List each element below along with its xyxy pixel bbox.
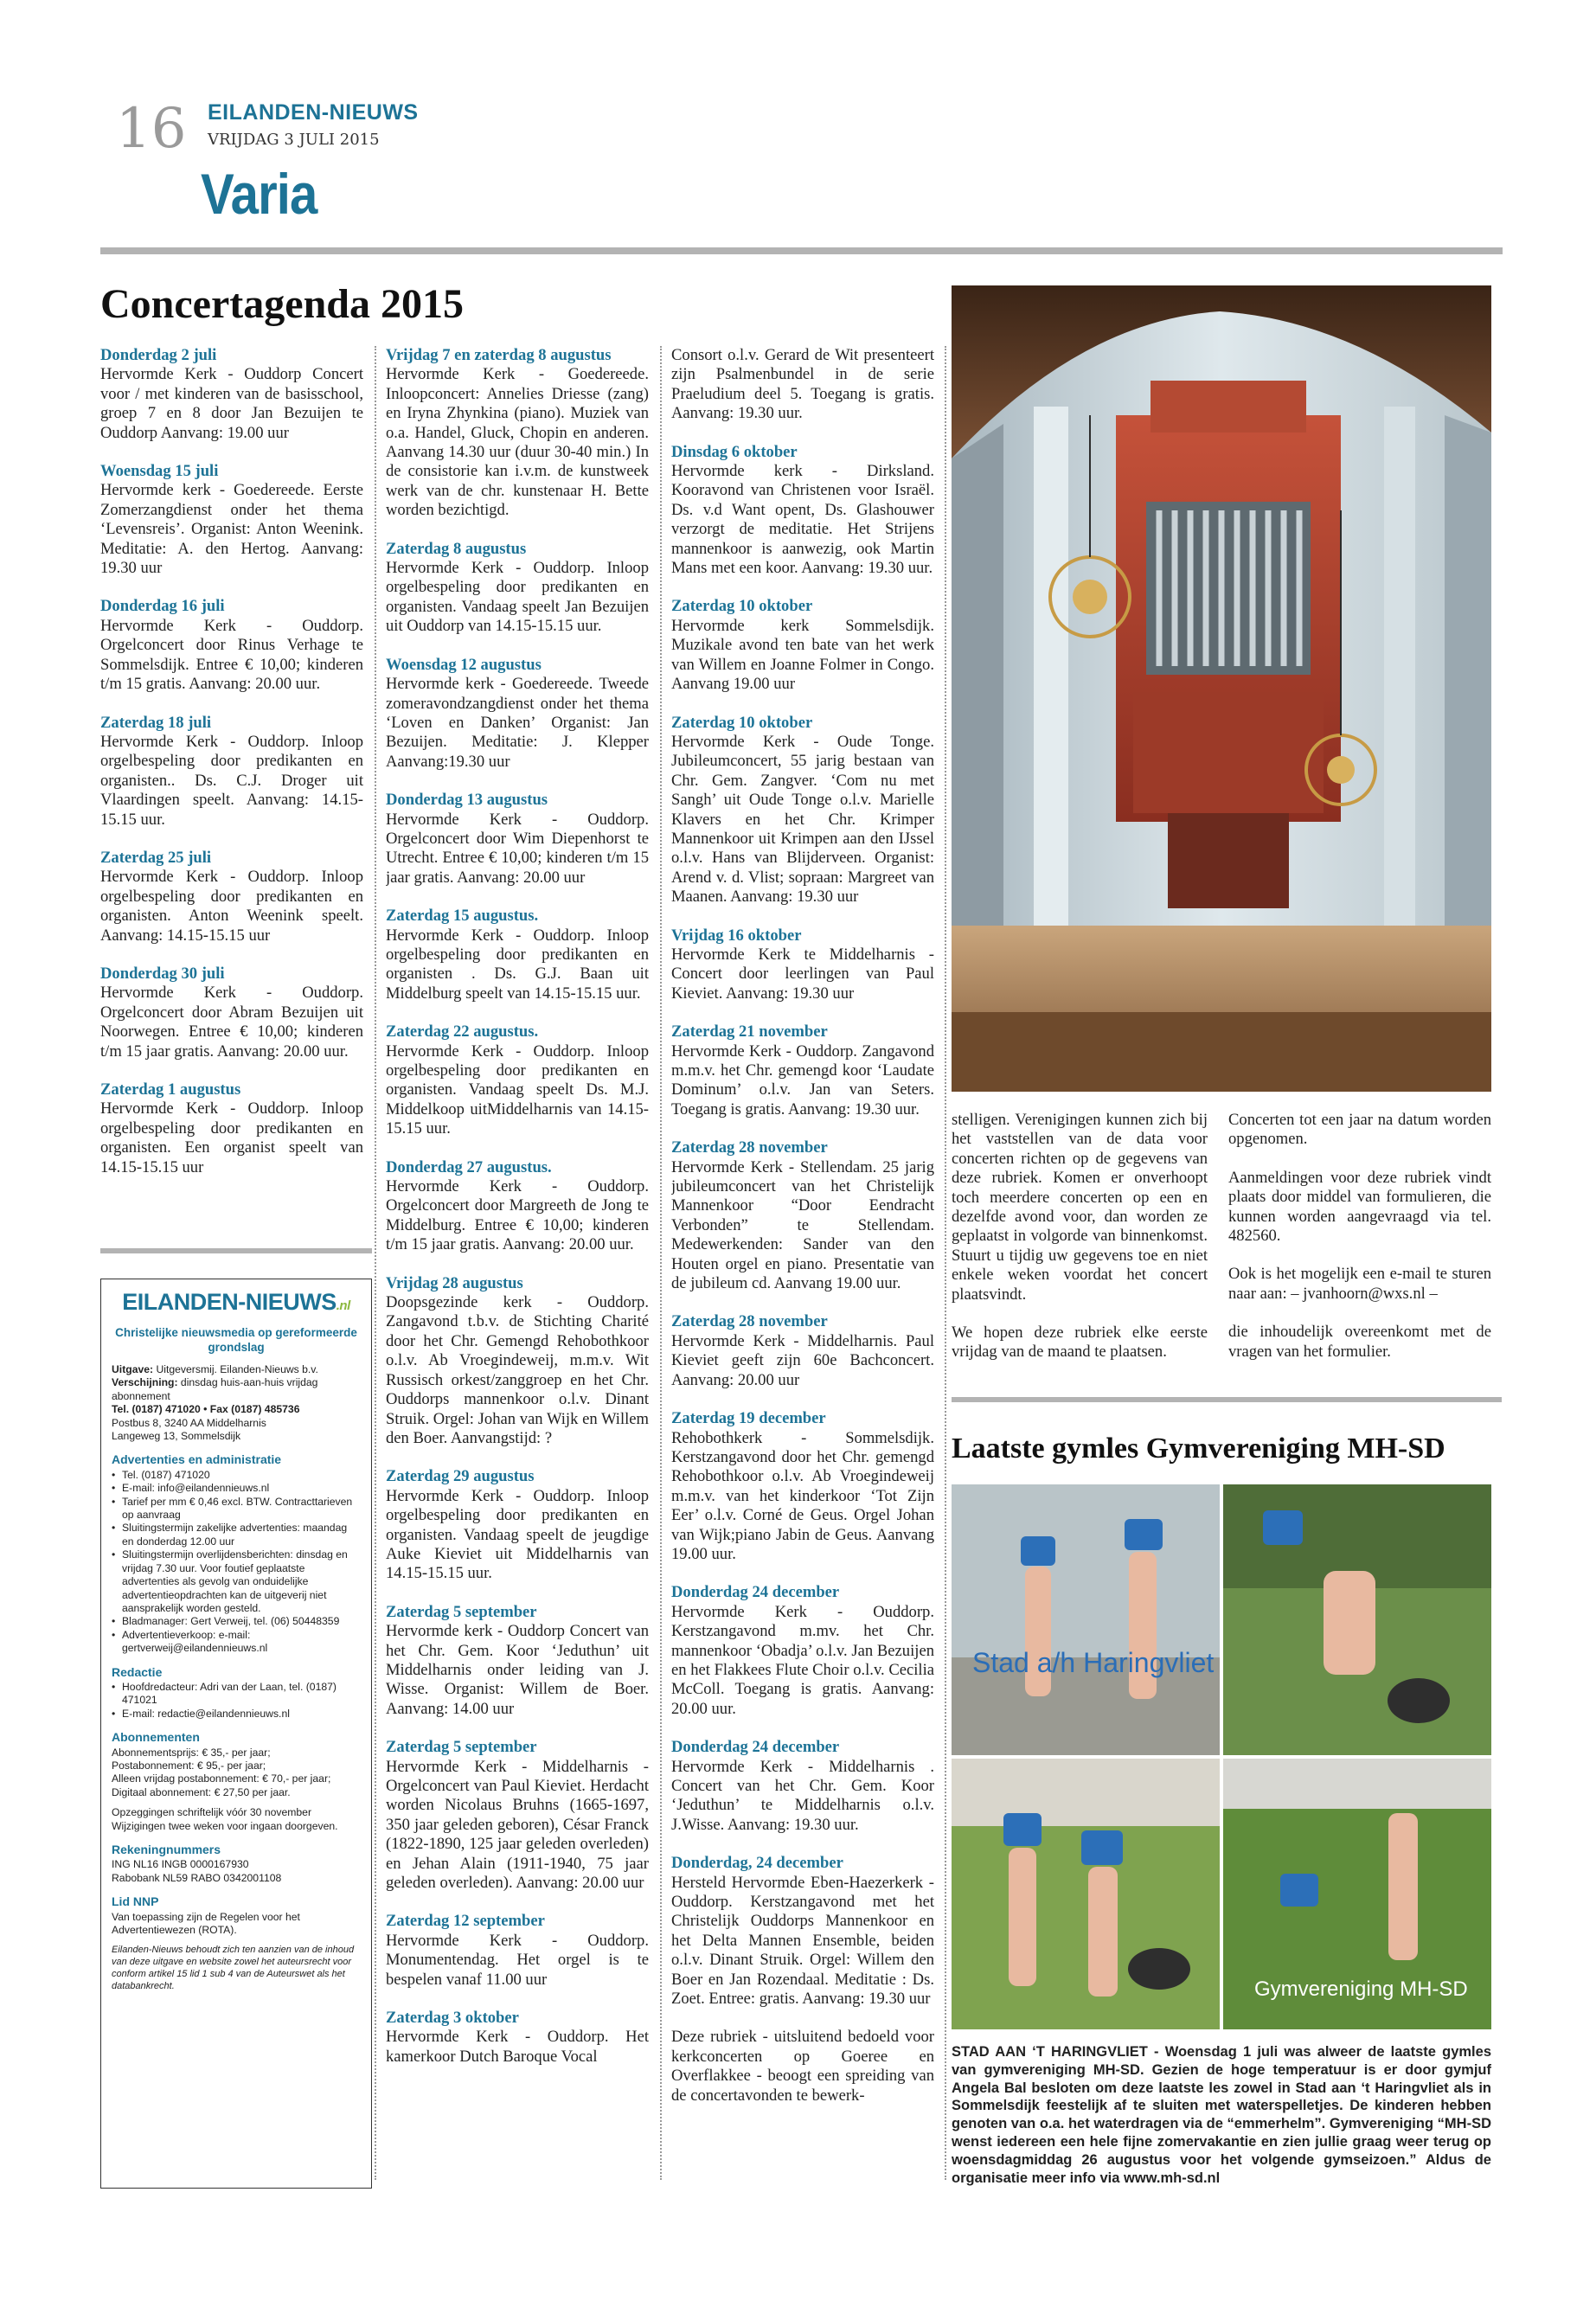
frequency-label: Verschijning: [112, 1376, 178, 1389]
article-headline: Concertagenda 2015 [100, 281, 464, 327]
entry-text: Hervormde Kerk - Ouddorp. Monumentendag. Het orgel is te bespelen vanaf 11.00 uur [386, 1931, 649, 1989]
agenda-entry [100, 462, 363, 578]
frequency-line [112, 1376, 361, 1403]
subscription-line: Abonnementsprijs: € 35,- per jaar; [112, 1746, 271, 1759]
agenda-entry [100, 714, 363, 830]
entry-date: Zaterdag 19 december [671, 1409, 826, 1428]
gym-divider [952, 1397, 1502, 1402]
entry-text: Hervormde Kerk - Ouddorp. Orgelconcert door Abram Bezuijen uit Noorwegen. Entree € 10,00; kinderen t/m 15 jaar gratis. Aanvang: 20.00 uur. [100, 984, 363, 1061]
agenda-entry [100, 849, 363, 945]
church-organ-photo [952, 285, 1491, 1092]
entry-text: Hervormde Kerk - Ouddorp. Kerstzangavond m.mv. het Chr. mannenkoor ‘Obadja’ o.l.v. Jan Bezuijen en het Flakkees Flute Choir o.l.v. Cecilia McColl. Toegang is gratis. Aanvang: 20.00 uur. [671, 1602, 934, 1718]
agenda-entry [671, 1738, 934, 1835]
masthead-logo: EILANDEN-NIEUWS [208, 100, 419, 125]
rubric-info-column-2 [1228, 1111, 1491, 1388]
ads-item: • Advertentieverkoop: e-mail: gertverweij@eilandennieuws.nl [112, 1629, 361, 1656]
agenda-entry [100, 346, 363, 443]
entry-text: Hervormde kerk - Goedereede. Tweede zomeravondzangdienst onder het thema ‘Loven en Danken’ Organist: Jan Bezuijen. Meditatie: J. Klepper Aanvang:19.30 uur [386, 675, 649, 771]
agenda-entry [386, 1467, 649, 1583]
agenda-entry [386, 1022, 649, 1138]
entry-date: Donderdag 16 juli [100, 597, 225, 616]
entry-text: Hervormde Kerk - Middelharnis . Concert van het Chr. Gem. Koor ‘Jeduthun’ te Middelharnis o.l.v. J.Wisse. Aanvang: 19.30 uur. [671, 1757, 934, 1834]
entry-text: Hervormde Kerk - Ouddorp. Inloop orgelbespeling door predikanten en organisten. Vandaag speelt Jan Bezuijen uit Ouddorp van 14.15-15.15 uur. [386, 559, 649, 636]
agenda-entry [671, 1312, 934, 1390]
rubric-paragraph: Aanmeldingen voor deze rubriek vindt plaats door middel van formulieren, die kunnen worden aangevraagd via tel. 482560. [1228, 1168, 1491, 1246]
entry-text: Hervormde Kerk - Ouddorp. Inloop orgelbespeling door predikanten en organisten. Vandaag speelt de jeugdige Auke Kieviet uit Middelharnis van 14.15-15.15 uur. [386, 1486, 649, 1583]
entry-text: Hervormde Kerk - Ouddorp. Inloop orgelbespeling door predikanten en organisten . Ds. G.J. Baan uit Middelburg speelt van 14.15-15.15 uur. [386, 926, 649, 1003]
ads-item: • Sluitingstermijn overlijdensberichten: dinsdag en vrijdag 7.30 uur. Voor foutief geplaatste advertenties als gevolg van onduidelijke advertentieopdrachten kan de uitgeverij niet aansprakelijk worden gesteld. [112, 1548, 361, 1615]
rubric-paragraph: Concerten tot een jaar na datum worden opgenomen. [1228, 1111, 1491, 1149]
colophon-logo-text: EILANDEN-NIEUWS [122, 1289, 337, 1315]
gym-photo-label-bottom: Gymvereniging MH-SD [1254, 1977, 1468, 2001]
section-title: Varia [201, 162, 317, 226]
agenda-column-3 [671, 346, 934, 2180]
agenda-entry [386, 1274, 649, 1449]
entry-text: Hervormde Kerk - Ouddorp. Orgelconcert door Margreeth de Jong te Middelburg. Entree € 10,00; kinderen t/m 15 jaar gratis. Aanvang: 20.00 uur. [386, 1177, 649, 1254]
issue-date: VRIJDAG 3 JULI 2015 [208, 131, 380, 149]
agenda-entry [100, 965, 363, 1061]
entry-text: Hervormde Kerk - Ouddorp. Inloop orgelbespeling door predikanten en organisten. Een organist speelt van 14.15-15.15 uur [100, 1099, 363, 1176]
entry-date: Zaterdag 25 juli [100, 848, 212, 867]
frequency-value: dinsdag huis-aan-huis vrijdag abonnement [112, 1376, 318, 1402]
entry-date: Zaterdag 22 augustus. [386, 1022, 539, 1042]
publisher-line [112, 1363, 361, 1376]
entry-date: Donderdag 24 december [671, 1583, 840, 1602]
entry-text: Rehobothkerk - Sommelsdijk. Kerstzangavond door het Chr. gemengd Rehobothkoor o.l.v. Ab Vroegindeweij m.m.v. van het kinderkoor ‘Tot Zijn Eer’ o.l.v. Corné de Geus. Orgel Johan van Wijk;piano Jabin de Geus. Aanvang 19.00 uur. [671, 1428, 934, 1563]
entry-date: Woensdag 12 augustus [386, 655, 542, 674]
agenda-entry [386, 656, 649, 772]
subscription-line: Alleen vrijdag postabonnement: € 70,- per jaar; [112, 1772, 331, 1785]
agenda-entry [671, 1022, 934, 1119]
ads-item: • Bladmanager: Gert Verweij, tel. (06) 50448359 [112, 1615, 361, 1628]
entry-date: Vrijdag 28 augustus [386, 1273, 523, 1292]
agenda-entry [671, 1583, 934, 1719]
entry-text: Hervormde Kerk - Ouddorp. Inloop orgelbespeling door predikanten en organisten.. Ds. C.J. Droger uit Vlaardingen speelt. Aanvang: 14.15-15.15 uur. [100, 732, 363, 829]
gym-photo [952, 1484, 1491, 2029]
entry-text: Hervormde kerk - Ouddorp Concert van het Chr. Gem. Koor ‘Jeduthun’ uit Middelharnis onder leiding van J. Wisse. Organist: Willem de Boer. Aanvang: 14.00 uur [386, 1622, 649, 1718]
ads-item: • Tarief per mm € 0,46 excl. BTW. Contracttarieven op aanvraag [112, 1496, 361, 1522]
colophon-logo-suffix: .nl [336, 1298, 350, 1313]
entry-text: Doopsgezinde kerk - Ouddorp. Zangavond t.b.v. de Stichting Charité door het Chr. Gemengd Rehobothkoor o.l.v. Ab Vroegindeweij, m.m.v. Wit Russisch orkest/zanggroep en het Chr. Ouddorps mannenkoor o.l.v. Dinant Struik. Orgel: Johan van Wijk en Willem den Boer. Aanvangstijd: ? [386, 1293, 649, 1447]
agenda-entry [671, 714, 934, 907]
entry-date: Vrijdag 16 oktober [671, 926, 802, 945]
entry-text: Hervormde Kerk - Ouddorp. Zangavond m.m.v. het Chr. gemengd koor ‘Laudate Dominum’ o.l.v. Jan van Seters. Toegang is gratis. Aanvang: 19.30 uur. [671, 1042, 934, 1118]
ads-item: • E-mail: info@eilandennieuws.nl [112, 1482, 361, 1495]
entry-text: Hervormde Kerk - Goedereede. Inloopconcert: Annelies Driesse (zang) en Iryna Zhynkina (piano). Muziek van o.a. Handel, Gluck, Chopin en anderen. Aanvang 14.30 uur (duur 30-40 min.) In de consistorie kan i.v.m. de kunstweek werk van de chr. kunstenaar H. Bette worden bezichtigd. [386, 365, 649, 520]
entry-date: Zaterdag 5 september [386, 1738, 537, 1757]
colophon-tagline: Christelijke nieuwsmedia op gereformeerde grondslag [115, 1326, 357, 1354]
rubric-paragraph: stelligen. Verenigingen kunnen zich bij het vaststellen van de data voor concerten richten op de gegevens van deze rubriek. Komen er onverhoopt toch meerdere concerten op een en dezelfde avond voor, dan worden ze geplaatst in volgorde van binnenkomst. Stuurt u tijdig uw gegevens toe en niet enkele weken voordat het concert plaatsvindt. [952, 1111, 1208, 1304]
column-divider [660, 346, 662, 2180]
agenda-entry [671, 1409, 934, 1564]
agenda-entry [386, 1738, 649, 1893]
header-divider [100, 247, 1503, 254]
agenda-entry [671, 1138, 934, 1293]
entry-date: Zaterdag 28 november [671, 1312, 828, 1331]
entry-date: Zaterdag 8 augustus [386, 539, 527, 558]
entry-date: Zaterdag 5 september [386, 1602, 537, 1621]
entry-text: Hervormde Kerk - Ouddorp. Inloop orgelbespeling door predikanten en organisten. Vandaag speelt Ds. M.J. Middelkoop uitMiddelharnis van 14.15-15.15 uur. [386, 1042, 649, 1138]
agenda-entry [100, 1080, 363, 1177]
street-address: Langeweg 13, Sommelsdijk [112, 1430, 241, 1443]
entry-text: Hervormde kerk - Dirksland. Kooravond van Christenen voor Israël. Ds. v.d Want opent, Ds. Glashouwer verzorgt de meditatie. Het Strijens mannenkoor is aanwezig, ook Martin Mans met een koor. Aanvang: 19.30 uur. [671, 462, 934, 578]
agenda-column-1 [100, 346, 363, 1228]
entry-text: Hersteld Hervormde Eben-Haezerkerk - Ouddorp. Kerstzangavond met het Christelijk Ouddorps Mannenkoor en het Delta Mannen Ensemble, beiden o.l.v. Dinant Struik. Orgel: Willem den Boer en Jan Rozendaal. Meditatie : Ds. Zoet. Entree: gratis. Aanvang: 19.30 uur [671, 1873, 934, 2009]
colophon-box [100, 1279, 372, 2189]
ads-item: • Sluitingstermijn zakelijke advertenties: maandag en donderdag 12.00 uur [112, 1522, 361, 1548]
entry-text: Hervormde kerk Sommelsdijk. Muzikale avond ten bate van het werk van Willem en Joanne Folmer in Congo. Aanvang 19.00 uur [671, 616, 934, 694]
church-organ-illustration [952, 285, 1491, 1092]
entry-date: Zaterdag 15 augustus. [386, 907, 539, 926]
copyright-notice: Eilanden-Nieuws behoudt zich ten aanzien van de inhoud van deze uitgave en website zowel het auteursrecht voor conform artikel 15 lid 1 sub 4 van de Auteurswet als het databankrecht. [112, 1945, 355, 1992]
entry-date: Dinsdag 6 oktober [671, 442, 798, 461]
postal-address: Postbus 8, 3240 AA Middelharnis [112, 1416, 266, 1429]
agenda-entry [386, 1912, 649, 1990]
ads-list [112, 1469, 361, 1656]
agenda-entry [671, 1854, 934, 2009]
rubric-note: Deze rubriek - uitsluitend bedoeld voor kerkconcerten op Goeree en Overflakkee - beoogt een spreiding van de concertavonden te bewerk- [671, 2028, 934, 2105]
agenda-entry [671, 443, 934, 579]
entry-date: Zaterdag 21 november [671, 1022, 828, 1042]
entry-text: Hervormde Kerk - Oude Tonge. Jubileumconcert, 55 jarig bestaan van Chr. Gem. Zangver. ‘Com nu met Sangh’ uit Oude Tonge o.l.v. Marielle Klavers en het Chr. Krimper Mannenkoor uit Krimpen aan den IJssel o.l.v. Hans van Blijderveen. Organist: Arend v. d. Vlist; sopraan: Margreet van Maanen. Aanvang: 19.30 uur [671, 732, 934, 907]
entry-date: Vrijdag 7 en zaterdag 8 augustus [386, 346, 612, 364]
gym-photo-illustration [952, 1484, 1491, 2029]
editorial-heading: Redactie [112, 1664, 163, 1679]
entry-date: Zaterdag 10 oktober [671, 713, 813, 732]
subscriptions-heading: Abonnementen [112, 1730, 200, 1745]
entry-date: Donderdag 13 augustus [386, 791, 548, 810]
entry-text: Hervormde Kerk - Ouddorp. Het kamerkoor Dutch Baroque Vocal [386, 2028, 649, 2066]
rubric-paragraph: Ook is het mogelijk een e-mail te sturen naar aan: – jvanhoorn@wxs.nl – [1228, 1265, 1491, 1303]
colophon-logo [112, 1288, 361, 1320]
entry-date: Donderdag 2 juli [100, 346, 217, 364]
ads-item: • Tel. (0187) 471020 [112, 1469, 361, 1482]
agenda-entry [100, 597, 363, 694]
column-divider [945, 346, 946, 2180]
entry-date: Zaterdag 29 augustus [386, 1467, 535, 1486]
account-line: ING NL16 INGB 0000167930 [112, 1858, 249, 1871]
entry-text: Hervormde Kerk - Middelharnis - Orgelconcert van Paul Kieviet. Herdacht worden Nicolaus Bruhns (1665-1697, 350 jaar geleden geboren), César Franck (1822-1890, 125 jaar geleden overleden) en Jehan Alain (1911-1940, 75 jaar geleden overleden). Aanvang: 20.00 uur [386, 1757, 649, 1893]
publisher-label: Uitgave: [112, 1363, 154, 1375]
entry-date: Donderdag 24 december [671, 1738, 840, 1757]
editorial-list [112, 1681, 361, 1721]
agenda-entry [386, 540, 649, 637]
page-number: 16 [116, 97, 187, 161]
entry-date: Zaterdag 1 augustus [100, 1080, 241, 1099]
agenda-entry [386, 346, 649, 521]
editorial-item: • E-mail: redactie@eilandennieuws.nl [112, 1708, 361, 1721]
rubric-info-column-1 [952, 1111, 1208, 1388]
agenda-entry [386, 791, 649, 888]
entry-text: Hervormde Kerk - Stellendam. 25 jarig jubileumconcert van het Christelijk Mannenkoor “Door Eendracht Verbonden” te Stellendam. Medewerkenden: Sander van den Houten orgel en piano. Presentatie van de jubileum cd. Aanvang 19.00 uur. [671, 1157, 934, 1293]
agenda-column-2 [386, 346, 649, 2180]
agenda-entry [671, 597, 934, 694]
entry-text: Hervormde Kerk te Middelharnis - Concert door leerlingen van Paul Kieviet. Aanvang: 19.30 uur [671, 945, 934, 1003]
ads-heading: Advertenties en administratie [112, 1452, 282, 1467]
entry-text: Hervormde kerk - Goedereede. Eerste Zomerzangdienst onder het thema ‘Levensreis’. Organist: Anton Weenink. Meditatie: A. den Hertog. Aanvang: 19.30 uur [100, 481, 363, 578]
entry-date: Zaterdag 10 oktober [671, 597, 813, 616]
entry-date: Donderdag, 24 december [671, 1854, 843, 1873]
agenda-entry [386, 907, 649, 1003]
entry-text: Hervormde Kerk - Ouddorp. Inloop orgelbespeling door predikanten en organisten. Anton Weenink speelt. Aanvang: 14.15-15.15 uur [100, 868, 363, 945]
entry-text: Hervormde Kerk - Ouddorp. Orgelconcert door Rinus Verhage te Sommelsdijk. Entree € 10,00; kinderen t/m 15 gratis. Aanvang: 20.00 uur. [100, 616, 363, 694]
entry-date: Zaterdag 18 juli [100, 713, 212, 732]
membership-heading: Lid NNP [112, 1894, 159, 1909]
continued-text: Consort o.l.v. Gerard de Wit presenteert zijn Psalmenbundel in de serie Praeludium deel 5. Toegang is gratis. Aanvang: 19.30 uur. [671, 346, 934, 423]
entry-date: Zaterdag 12 september [386, 1912, 545, 1931]
account-line: Rabobank NL59 RABO 0342001108 [112, 1871, 282, 1884]
accounts-heading: Rekeningnummers [112, 1843, 221, 1856]
phone-fax-line: Tel. (0187) 471020 • Fax (0187) 485736 [112, 1403, 300, 1416]
colophon-divider [100, 1248, 372, 1253]
entry-text: Hervormde Kerk - Ouddorp Concert voor / met kinderen van de basisschool, groep 7 en 8 door Jan Bezuijen te Ouddorp Aanvang: 19.00 uur [100, 365, 363, 442]
entry-date: Zaterdag 28 november [671, 1138, 828, 1157]
entry-date: Donderdag 30 juli [100, 964, 225, 983]
subscription-note: Opzeggingen schriftelijk vóór 30 november Wijzigingen twee weken voor ingaan doorgeven. [112, 1806, 338, 1832]
rubric-paragraph: die inhoudelijk overeenkomt met de vragen van het formulier. [1228, 1323, 1491, 1361]
membership-text: Van toepassing zijn de Regelen voor het Advertentiewezen (ROTA). [112, 1910, 300, 1937]
rubric-paragraph: We hopen deze rubriek elke eerste vrijdag van de maand te plaatsen. [952, 1324, 1208, 1362]
agenda-entry [386, 1158, 649, 1255]
entry-text: Hervormde Kerk - Ouddorp. Orgelconcert door Wim Diepenhorst te Utrecht. Entree € 10,00; kinderen t/m 15 jaar gratis. Aanvang: 20.00 uur [386, 810, 649, 887]
subscription-line: Postabonnement: € 95,- per jaar; [112, 1759, 266, 1772]
agenda-entry [386, 1603, 649, 1719]
gym-headline: Laatste gymles Gymvereniging MH-SD [952, 1433, 1445, 1465]
agenda-entry [386, 2009, 649, 2067]
gym-caption: STAD AAN ‘T HARINGVLIET - Woensdag 1 juli was alweer de laatste gymles van gymvereniging MH-SD. Gezien de hoge temperatuur is er door gymjuf Angela Bal besloten om deze laatste les zowel in Stad aan ‘t Haringvliet als in Sommelsdijk feestelijk af te sluiten met waterspelletjes. De kinderen hebben genoten van o.a. het waterdragen via de “emmerhelm”. Gymvereniging “MH-SD wenst iedereen een hele fijne zomervakantie en zien jullie graag weer terug op woensdagmiddag 26 augustus voor het volgende gymseizoen.” Aldus de organisatie meer info via www.mh-sd.nl [952, 2044, 1491, 2186]
entry-date: Zaterdag 3 oktober [386, 2009, 519, 2028]
publisher-value: Uitgeversmij. Eilanden-Nieuws b.v. [156, 1363, 318, 1375]
subscription-line: Digitaal abonnement: € 27,50 per jaar. [112, 1785, 291, 1798]
agenda-entry [671, 926, 934, 1004]
column-divider [375, 346, 376, 2180]
entry-date: Woensdag 15 juli [100, 462, 219, 481]
editorial-item: • Hoofdredacteur: Adri van der Laan, tel. (0187) 471021 [112, 1681, 361, 1708]
gym-photo-label-top: Stad a/h Haringvliet [972, 1647, 1215, 1678]
entry-date: Donderdag 27 augustus. [386, 1157, 552, 1176]
entry-text: Hervormde Kerk - Middelharnis. Paul Kieviet geeft zijn 60e Bachconcert. Aanvang: 20.00 uur [671, 1331, 934, 1389]
